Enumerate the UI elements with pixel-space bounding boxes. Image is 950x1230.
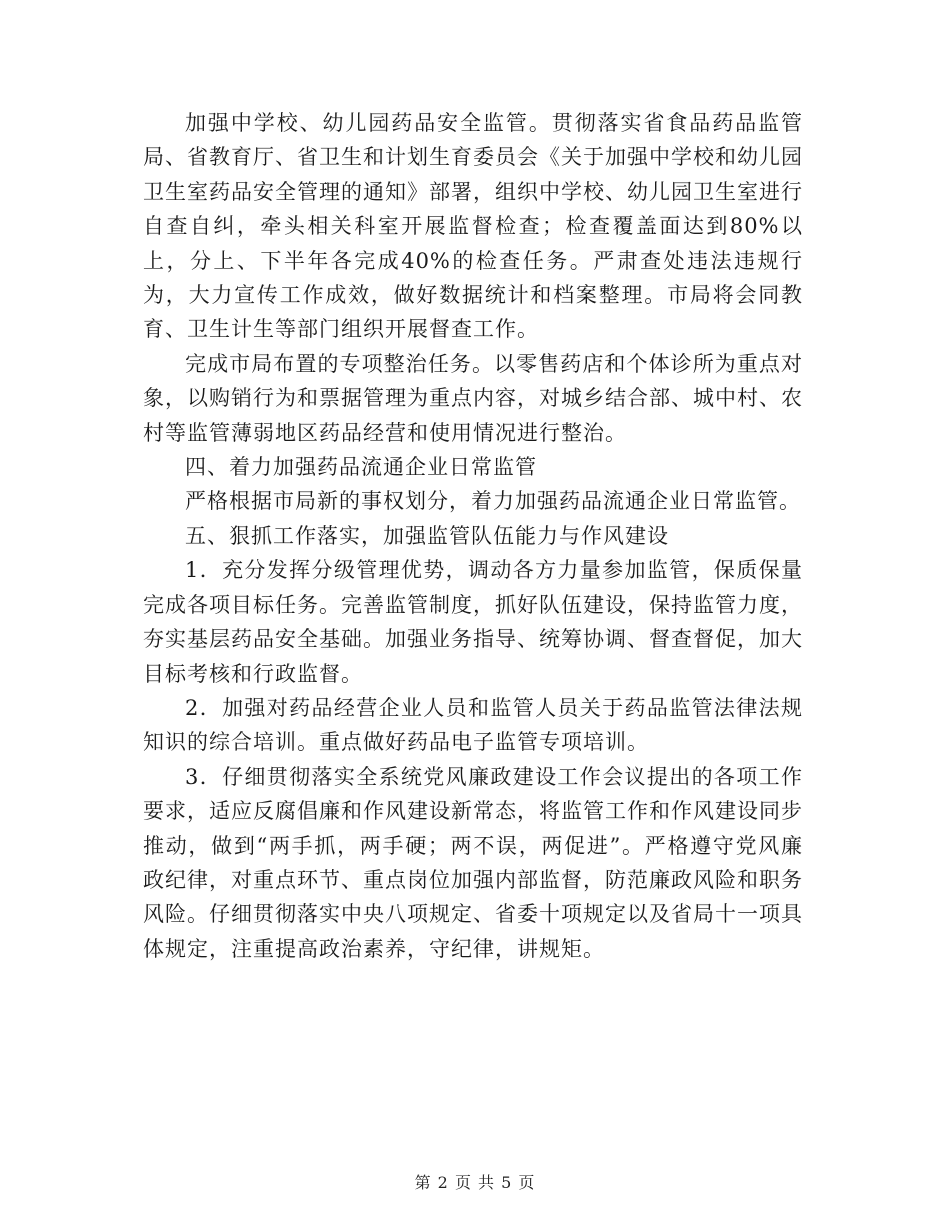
document-body	[143, 106, 803, 966]
section-heading-4: 四、着力加强药品流通企业日常监管	[185, 455, 537, 480]
section-heading-5: 五、狠抓工作落实，加强监管队伍能力与作风建设	[185, 523, 669, 548]
paragraph-daily-supervision: 严格根据市局新的事权划分，着力加强药品流通企业日常监管。	[185, 489, 801, 514]
list-item-2: 2．加强对药品经营企业人员和监管人员关于药品监管法律法规知识的综合培训。重点做好药品电子监管专项培训。	[143, 695, 803, 755]
list-item-1: 1．充分发挥分级管理优势，调动各方力量参加监管，保质保量完成各项目标任务。完善监管制度，抓好队伍建设，保持监管力度，夯实基层药品安全基础。加强业务指导、统筹协调、督查督促，加大目标考核和行政监督。	[143, 558, 803, 686]
paragraph-special-rectification: 完成市局布置的专项整治任务。以零售药店和个体诊所为重点对象，以购销行为和票据管理为重点内容，对城乡结合部、城中村、农村等监管薄弱地区药品经营和使用情况进行整治。	[143, 351, 803, 445]
page-number: 第 2 页 共 5 页	[414, 1173, 536, 1192]
paragraph-school-drug-safety: 加强中学校、幼儿园药品安全监管。贯彻落实省食品药品监管局、省教育厅、省卫生和计划生育委员会《关于加强中学校和幼儿园卫生室药品安全管理的通知》部署，组织中学校、幼儿园卫生室进行自查自纠，牵头相关科室开展监督检查；检查覆盖面达到80%以上，分上、下半年各完成40%的检查任务。严肃查处违法违规行为，大力宣传工作成效，做好数据统计和档案整理。市局将会同教育、卫生计生等部门组织开展督查工作。	[143, 111, 803, 342]
list-item-3: 3．仔细贯彻落实全系统党风廉政建设工作会议提出的各项工作要求，适应反腐倡廉和作风建设新常态，将监管工作和作风建设同步推动，做到“两手抓，两手硬；两不误，两促进”。严格遵守党风廉政纪律，对重点环节、重点岗位加强内部监督，防范廉政风险和职务风险。仔细贯彻落实中央八项规定、省委十项规定以及省局十一项具体规定，注重提高政治素养，守纪律，讲规矩。	[143, 764, 803, 961]
